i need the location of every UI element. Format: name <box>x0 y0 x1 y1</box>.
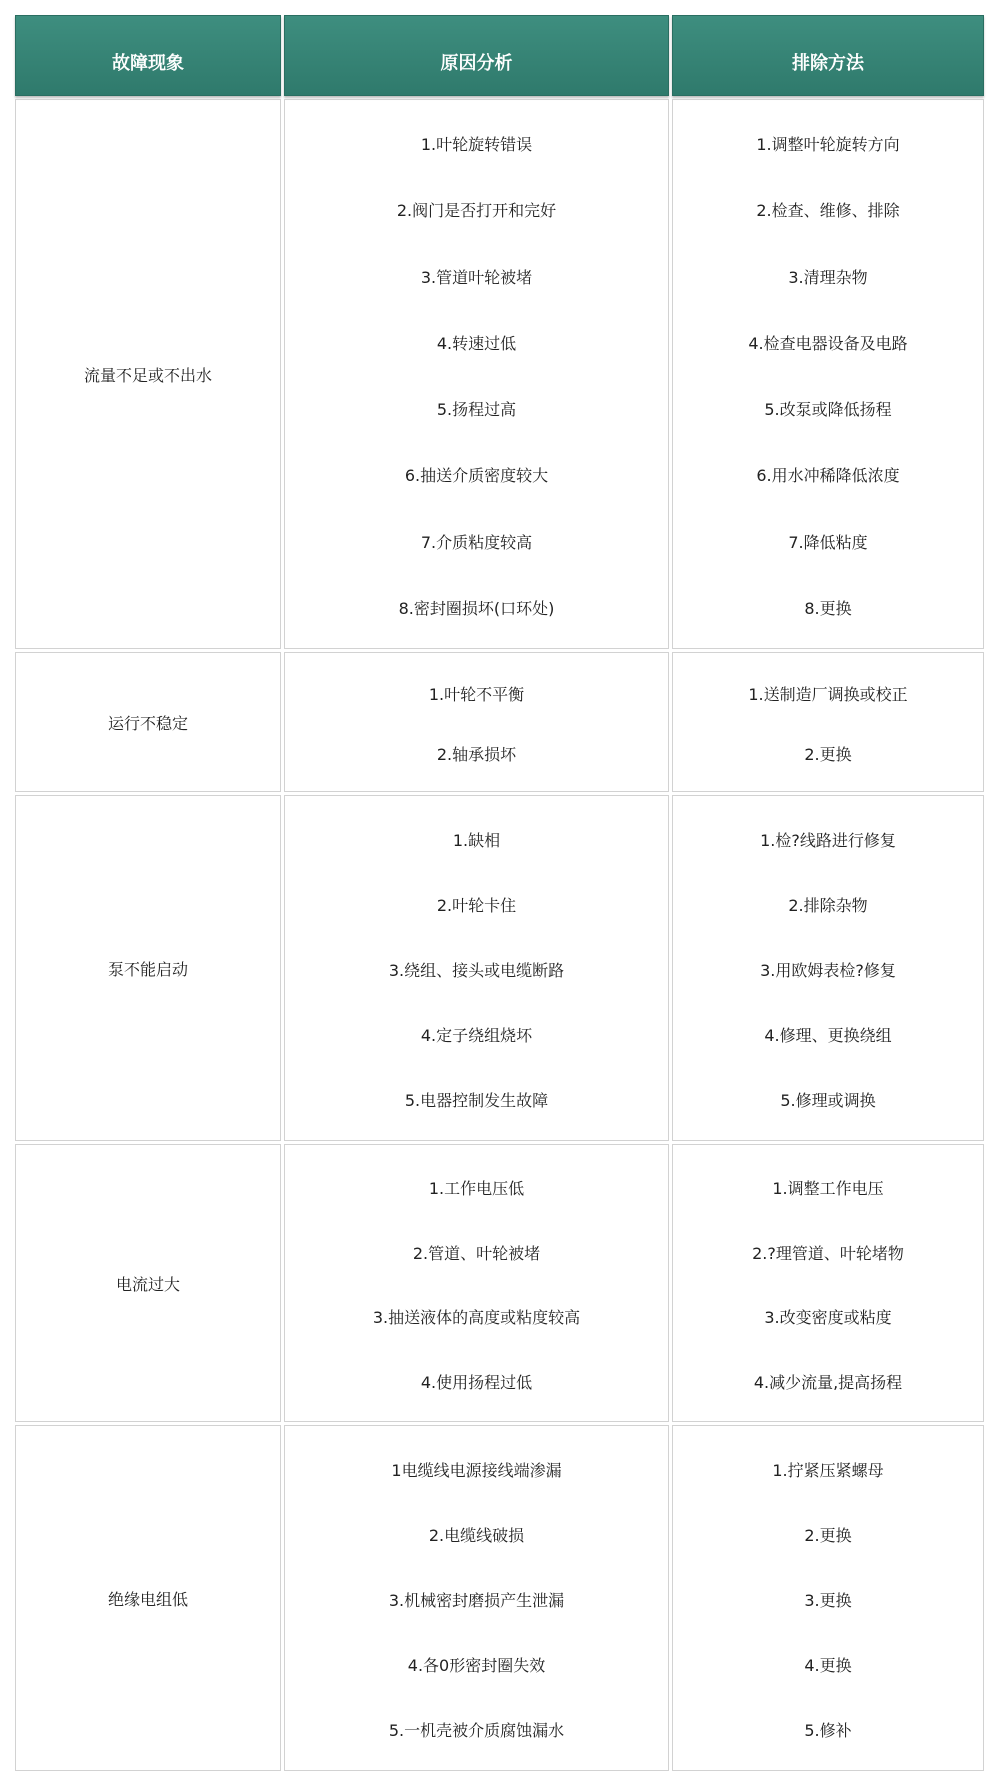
cause-item: 1.工作电压低 <box>428 1179 525 1199</box>
cause-item: 1.叶轮旋转错误 <box>420 135 533 155</box>
table-row <box>15 1144 984 1422</box>
remedy-item: 8.更换 <box>804 598 852 618</box>
remedy-item: 1.送制造厂调换或校正 <box>748 685 908 704</box>
remedy-item: 5.修理或调换 <box>780 1091 876 1111</box>
fault-table-container <box>12 12 984 1768</box>
cause-cell <box>284 99 669 649</box>
phenomenon-cell: 电流过大 <box>15 1144 281 1422</box>
cause-item: 5.扬程过高 <box>436 400 517 420</box>
phenomenon-cell: 绝缘电组低 <box>15 1425 281 1771</box>
header-phenomenon: 故障现象 <box>15 15 281 96</box>
remedy-item: 1.拧紧压紧螺母 <box>772 1460 884 1480</box>
header-row <box>15 15 984 96</box>
cause-item: 7.介质粘度较高 <box>420 532 533 552</box>
cause-item: 4.转速过低 <box>436 333 517 353</box>
cause-item: 3.绕组、接头或电缆断路 <box>388 960 565 980</box>
phenomenon-cell: 流量不足或不出水 <box>15 99 281 649</box>
remedy-item: 2.排除杂物 <box>788 895 868 915</box>
remedy-item: 3.清理杂物 <box>788 267 868 287</box>
cause-item: 4.各0形密封圈失效 <box>407 1656 546 1676</box>
remedy-item: 6.用水冲稀降低浓度 <box>756 466 900 486</box>
cause-item: 2.阀门是否打开和完好 <box>396 201 557 221</box>
remedy-item: 1.调整工作电压 <box>772 1179 884 1199</box>
table-row <box>15 795 984 1141</box>
cause-item: 3.机械密封磨损产生泄漏 <box>388 1590 565 1610</box>
cause-list <box>285 796 668 1140</box>
remedy-list <box>673 100 983 648</box>
cause-item: 1.缺相 <box>452 830 501 850</box>
cause-list <box>285 100 668 648</box>
remedy-item: 4.修理、更换绕组 <box>764 1026 892 1046</box>
cause-cell <box>284 1144 669 1422</box>
cause-list <box>285 1426 668 1770</box>
remedy-item: 2.检查、维修、排除 <box>756 201 900 221</box>
cause-item: 1电缆线电源接线端渗漏 <box>391 1460 562 1480</box>
cause-item: 5.电器控制发生故障 <box>404 1091 549 1111</box>
cause-item: 2.轴承损坏 <box>436 745 517 764</box>
remedy-item: 2.更换 <box>804 745 852 764</box>
table-row <box>15 1425 984 1771</box>
cause-item: 1.叶轮不平衡 <box>428 685 525 704</box>
remedy-cell <box>672 1425 984 1771</box>
remedy-item: 2.?理管道、叶轮堵物 <box>752 1243 904 1263</box>
remedy-item: 1.调整叶轮旋转方向 <box>756 135 900 155</box>
remedy-list <box>673 653 983 791</box>
cause-item: 5.一机壳被介质腐蚀漏水 <box>388 1721 565 1741</box>
remedy-item: 4.更换 <box>804 1656 852 1676</box>
remedy-item: 7.降低粘度 <box>788 532 868 552</box>
table-row <box>15 99 984 649</box>
cause-item: 3.管道叶轮被堵 <box>420 267 533 287</box>
remedy-list <box>673 1426 983 1770</box>
table-row <box>15 652 984 792</box>
remedy-item: 5.修补 <box>804 1721 852 1741</box>
cause-item: 2.电缆线破损 <box>428 1525 525 1545</box>
remedy-item: 3.改变密度或粘度 <box>764 1308 892 1328</box>
cause-item: 2.叶轮卡住 <box>436 895 517 915</box>
remedy-list <box>673 1145 983 1421</box>
header-remedy: 排除方法 <box>672 15 984 96</box>
cause-item: 8.密封圈损坏(口环处) <box>398 598 555 618</box>
cause-cell <box>284 795 669 1141</box>
remedy-cell <box>672 1144 984 1422</box>
phenomenon-cell: 泵不能启动 <box>15 795 281 1141</box>
header-cause: 原因分析 <box>284 15 669 96</box>
remedy-item: 5.改泵或降低扬程 <box>764 400 892 420</box>
cause-item: 4.定子绕组烧坏 <box>420 1026 533 1046</box>
remedy-list <box>673 796 983 1140</box>
remedy-cell <box>672 99 984 649</box>
remedy-item: 1.检?线路进行修复 <box>760 830 896 850</box>
cause-cell <box>284 652 669 792</box>
cause-item: 2.管道、叶轮被堵 <box>412 1243 541 1263</box>
remedy-item: 3.更换 <box>804 1590 852 1610</box>
cause-item: 3.抽送液体的高度或粘度较高 <box>372 1308 581 1328</box>
cause-cell <box>284 1425 669 1771</box>
remedy-item: 4.减少流量,提高扬程 <box>753 1372 903 1392</box>
fault-table <box>12 12 987 1774</box>
cause-item: 6.抽送介质密度较大 <box>404 466 549 486</box>
remedy-item: 4.检查电器设备及电路 <box>748 333 908 353</box>
cause-list <box>285 1145 668 1421</box>
phenomenon-cell: 运行不稳定 <box>15 652 281 792</box>
remedy-item: 2.更换 <box>804 1525 852 1545</box>
remedy-item: 3.用欧姆表检?修复 <box>760 960 896 980</box>
cause-item: 4.使用扬程过低 <box>420 1372 533 1392</box>
cause-list <box>285 653 668 791</box>
remedy-cell <box>672 652 984 792</box>
remedy-cell <box>672 795 984 1141</box>
